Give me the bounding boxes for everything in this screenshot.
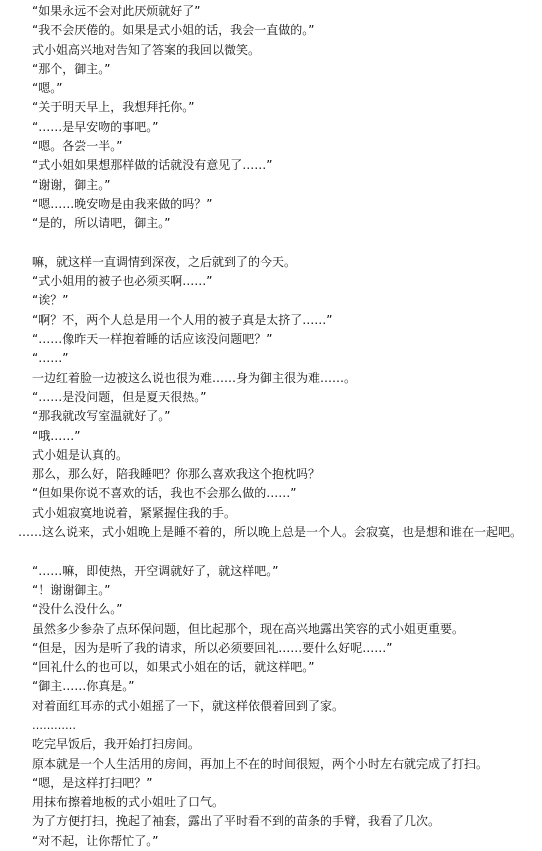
text-line: “回礼什么的也可以，如果式小姐在的话，就这样吧。” [32,660,315,675]
text-line: 原本就是一个人生活用的房间，再加上不在的时间很短，两个小时左右就完成了打扫。 [32,756,489,771]
text-line: “御主……你真是。” [32,679,135,694]
text-line: “式小姐用的被子也必须买啊……” [32,274,213,289]
text-line: “但是，因为是听了我的请求，所以必须要回礼……要什么好呢……” [32,640,393,655]
text-line: “那我就改写室温就好了。” [32,409,171,424]
text-line: 式小姐寂寞地说着，紧紧握住我的手。 [32,505,237,520]
text-line: “嗯。” [32,81,63,96]
text-line: “关于明天早上，我想拜托你。” [32,100,195,115]
text-line: “嗯。各尝一半。” [32,139,123,154]
text-line: “……是早安吻的事吧。” [32,119,159,134]
scene-break: ………… [32,718,76,732]
text-line: “式小姐如果想那样做的话就没有意见了……” [32,158,273,173]
text-line: “……是没问题，但是夏天很热。” [32,389,207,404]
text-line: 嘛，就这样一直调情到深夜，之后就到了的今天。 [32,254,297,269]
text-line: 一边红着脸一边被这么说也很为难……身为御主很为难……。 [32,370,357,385]
blank-line [14,234,534,253]
text-line: “……嘛，即使热，开空调就好了，就这样吧。” [32,563,279,578]
text-line: “但如果你说不喜欢的话，我也不会那么做的……” [32,486,297,501]
text-line: “没什么没什么。” [32,602,123,617]
text-line: “我不会厌倦的。如果是式小姐的话，我会一直做的。” [32,23,315,38]
text-line: 虽然多少参杂了点环保问题，但比起那个，现在高兴地露出笑容的式小姐更重要。 [32,621,465,636]
text-line: “对不起，让你帮忙了。” [32,833,159,848]
text-line: “嗯，是这样打扫吧？” [32,775,153,790]
text-line: 吃完早饭后，我开始打扫房间。 [32,737,201,752]
text-line: “谢谢，御主。” [32,177,111,192]
text-line: “啊？不，两个人总是用一个人用的被子真是太挤了……” [32,312,333,327]
text-line: 那么，那么好，陪我睡吧？你那么喜欢我这个抱枕吗？ [32,467,321,482]
text-line: “嗯……晚安吻是由我来做的吗？” [32,196,213,211]
text-line: “如果永远不会对此厌烦就好了” [32,4,201,18]
text-line: “是的，所以请吧，御主。” [32,216,171,231]
text-line: 对着面红耳赤的式小姐摇了一下，就这样依偎着回到了家。 [32,698,345,713]
text-line: 用抹布擦着地板的式小姐吐了口气。 [32,795,225,810]
text-line: “……” [32,351,69,366]
text-line-wrapped: ……这么说来，式小姐晚上是睡不着的，所以晚上总是一个人。会寂寞，也是想和谁在一起吧。 [18,525,523,540]
text-line: “……像昨天一样抱着睡的话应该没问题吧？” [32,332,273,347]
text-line: 为了方便打扫，挽起了袖套，露出了平时看不到的苗条的手臂，我看了几次。 [32,814,441,829]
text-line: “诶？” [32,293,69,308]
text-line: “哦……” [32,428,81,443]
text-line: “！谢谢御主。” [32,582,111,597]
text-line: “那个，御主。” [32,61,111,76]
text-line: 式小姐高兴地对告知了答案的我回以微笑。 [32,42,261,57]
text-line: 式小姐是认真的。 [32,447,129,462]
